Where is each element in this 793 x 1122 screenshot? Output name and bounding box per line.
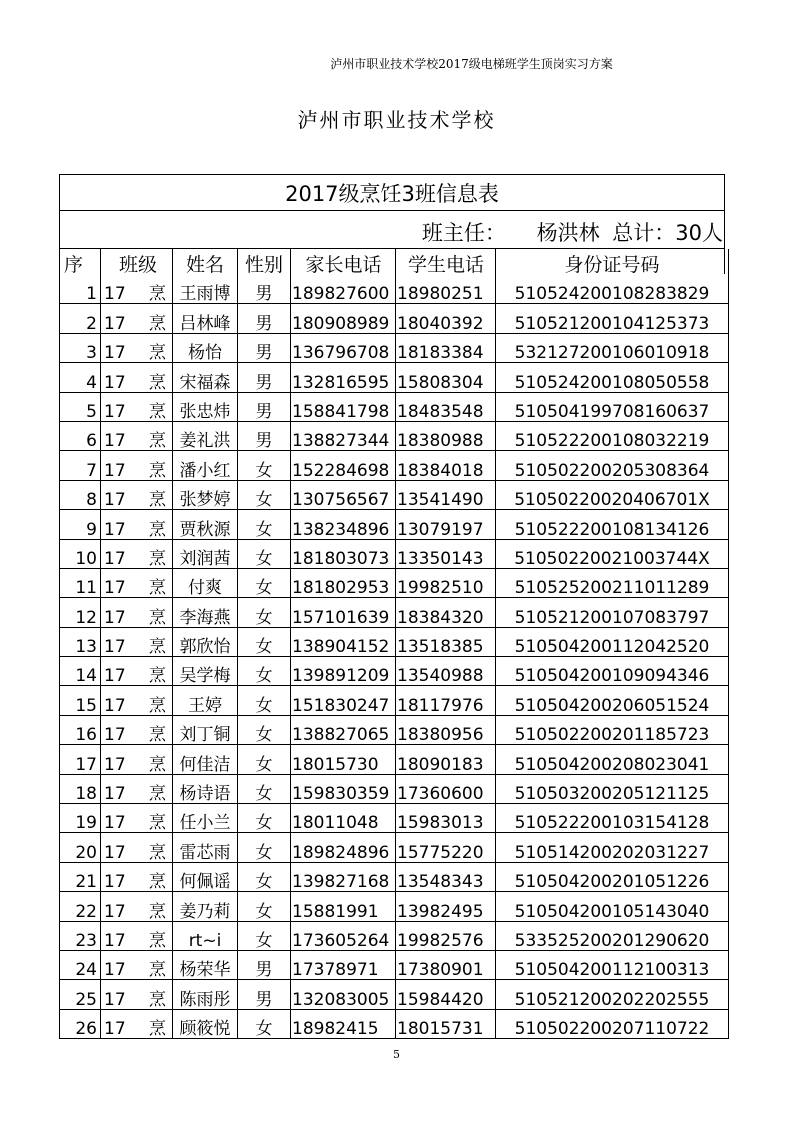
cell-parent-phone: 181803073 <box>291 539 396 568</box>
cell-class-year: 17 <box>104 842 126 863</box>
table-row <box>60 657 729 686</box>
cell-parent-phone: 18011048 <box>291 804 396 833</box>
total-label: 总计： <box>612 221 676 245</box>
cell-id-number: 510504200201051226 <box>496 862 729 891</box>
cell-name: 王婷 <box>173 686 238 715</box>
cell-id-number: 510502200201185723 <box>496 715 729 744</box>
cell-student-phone: 15808304 <box>396 363 496 392</box>
col-header-no: 序 <box>60 249 101 275</box>
cell-name: 吕林峰 <box>173 304 238 333</box>
cell-no: 9 <box>60 510 101 539</box>
cell-student-phone: 13982495 <box>396 892 496 921</box>
cell-name: 杨诗语 <box>173 774 238 803</box>
cell-id-number: 51050220020406701X <box>496 480 729 509</box>
cell-name: 杨怡 <box>173 333 238 362</box>
cell-no: 18 <box>60 774 101 803</box>
cell-parent-phone: 132083005 <box>291 980 396 1009</box>
cell-no: 14 <box>60 657 101 686</box>
cell-id-number: 510504200105143040 <box>496 892 729 921</box>
cell-class-year: 17 <box>104 813 126 833</box>
cell-sex: 女 <box>238 598 291 627</box>
cell-class-year: 17 <box>104 725 126 745</box>
cell-id-number: 510502200207110722 <box>496 1009 729 1038</box>
cell-sex: 女 <box>238 745 291 774</box>
cell-no: 7 <box>60 451 101 480</box>
cell-name: 任小兰 <box>173 804 238 833</box>
cell-student-phone: 15775220 <box>396 833 496 862</box>
cell-class-major: 烹 <box>149 901 166 922</box>
cell-no: 16 <box>60 715 101 744</box>
table-row <box>60 568 729 597</box>
cell-class-year: 17 <box>104 1019 126 1039</box>
table-row <box>60 686 729 715</box>
cell-no: 3 <box>60 333 101 362</box>
running-header: 泸州市职业技术学校2017级电梯班学生顶岗实习方案 <box>330 57 613 71</box>
cell-id-number: 510522200108134126 <box>496 510 729 539</box>
cell-class-year: 17 <box>104 548 126 569</box>
col-header-name: 姓名 <box>173 249 238 275</box>
cell-class <box>101 451 173 480</box>
col-header-student-phone: 学生电话 <box>396 249 496 275</box>
cell-student-phone: 13548343 <box>396 862 496 891</box>
school-name: 泸州市职业技术学校 <box>297 108 496 132</box>
table-row <box>60 304 729 333</box>
cell-class-year: 17 <box>104 784 126 804</box>
col-header-id: 身份证号码 <box>496 249 729 275</box>
cell-class-major: 烹 <box>149 1019 166 1039</box>
teacher-label: 班主任： <box>421 221 506 245</box>
cell-class <box>101 745 173 774</box>
cell-student-phone: 19982510 <box>396 568 496 597</box>
cell-class-major: 烹 <box>149 784 166 804</box>
cell-no: 5 <box>60 392 101 421</box>
student-table <box>59 249 729 1039</box>
cell-class-year: 17 <box>104 431 126 451</box>
cell-class-year: 17 <box>104 460 126 481</box>
cell-class-year: 17 <box>104 637 126 657</box>
cell-sex: 男 <box>238 275 291 304</box>
cell-name: 刘丁铜 <box>173 715 238 744</box>
cell-class-year: 17 <box>104 372 126 393</box>
cell-student-phone: 18117976 <box>396 686 496 715</box>
cell-class-major: 烹 <box>149 842 166 863</box>
cell-student-phone: 19982576 <box>396 921 496 950</box>
cell-class <box>101 921 173 950</box>
cell-sex: 女 <box>238 510 291 539</box>
cell-class-major: 烹 <box>149 607 166 628</box>
cell-class <box>101 275 173 304</box>
cell-sex: 女 <box>238 539 291 568</box>
cell-no: 21 <box>60 862 101 891</box>
cell-class-major: 烹 <box>149 754 166 775</box>
cell-id-number: 533525200201290620 <box>496 921 729 950</box>
cell-name: 陈雨彤 <box>173 980 238 1009</box>
cell-no: 24 <box>60 950 101 979</box>
cell-name: rt~i <box>173 921 238 950</box>
teacher-name: 杨洪林 <box>536 221 600 245</box>
cell-class-major: 烹 <box>149 313 166 334</box>
cell-sex: 女 <box>238 657 291 686</box>
cell-id-number: 510521200104125373 <box>496 304 729 333</box>
cell-name: 吴学梅 <box>173 657 238 686</box>
cell-parent-phone: 138904152 <box>291 627 396 656</box>
cell-parent-phone: 18015730 <box>291 745 396 774</box>
cell-name: 贾秋源 <box>173 510 238 539</box>
cell-class <box>101 892 173 921</box>
cell-sex: 男 <box>238 333 291 362</box>
cell-sex: 男 <box>238 421 291 450</box>
cell-student-phone: 15983013 <box>396 804 496 833</box>
cell-class <box>101 363 173 392</box>
cell-sex: 女 <box>238 568 291 597</box>
cell-id-number: 510522200108032219 <box>496 421 729 450</box>
cell-id-number: 532127200106010918 <box>496 333 729 362</box>
cell-parent-phone: 151830247 <box>291 686 396 715</box>
cell-class <box>101 1009 173 1038</box>
cell-class <box>101 715 173 744</box>
cell-id-number: 510504200112042520 <box>496 627 729 656</box>
table-row <box>60 421 729 450</box>
cell-id-number: 510521200202202555 <box>496 980 729 1009</box>
cell-name: 顾筱悦 <box>173 1009 238 1038</box>
cell-class <box>101 510 173 539</box>
cell-id-number: 510514200202031227 <box>496 833 729 862</box>
cell-class-major: 烹 <box>149 548 166 569</box>
cell-sex: 女 <box>238 480 291 509</box>
cell-student-phone: 13079197 <box>396 510 496 539</box>
total-value: 30人 <box>675 221 723 245</box>
table-row <box>60 862 729 891</box>
cell-parent-phone: 189824896 <box>291 833 396 862</box>
table-row <box>60 892 729 921</box>
cell-id-number: 510502200205308364 <box>496 451 729 480</box>
cell-parent-phone: 173605264 <box>291 921 396 950</box>
cell-parent-phone: 15881991 <box>291 892 396 921</box>
cell-id-number: 510504200112100313 <box>496 950 729 979</box>
cell-id-number: 51050220021003744X <box>496 539 729 568</box>
cell-student-phone: 18384018 <box>396 451 496 480</box>
table-row <box>60 480 729 509</box>
cell-parent-phone: 138827065 <box>291 715 396 744</box>
cell-class <box>101 539 173 568</box>
cell-class-major: 烹 <box>149 343 166 363</box>
cell-id-number: 510525200211011289 <box>496 568 729 597</box>
cell-class-year: 17 <box>104 519 126 540</box>
cell-parent-phone: 158841798 <box>291 392 396 421</box>
cell-no: 15 <box>60 686 101 715</box>
cell-sex: 女 <box>238 715 291 744</box>
cell-parent-phone: 18982415 <box>291 1009 396 1038</box>
cell-class <box>101 480 173 509</box>
cell-class <box>101 392 173 421</box>
cell-class <box>101 862 173 891</box>
cell-sex: 男 <box>238 392 291 421</box>
cell-class <box>101 627 173 656</box>
cell-sex: 女 <box>238 1009 291 1038</box>
cell-parent-phone: 138827344 <box>291 421 396 450</box>
table-row <box>60 774 729 803</box>
cell-no: 6 <box>60 421 101 450</box>
cell-id-number: 510504200208023041 <box>496 745 729 774</box>
cell-parent-phone: 181802953 <box>291 568 396 597</box>
cell-parent-phone: 157101639 <box>291 598 396 627</box>
cell-student-phone: 18980251 <box>396 275 496 304</box>
cell-parent-phone: 139827168 <box>291 862 396 891</box>
table-row <box>60 510 729 539</box>
cell-sex: 男 <box>238 304 291 333</box>
cell-student-phone: 13541490 <box>396 480 496 509</box>
cell-class-major: 烹 <box>149 460 166 481</box>
cell-id-number: 510524200108283829 <box>496 275 729 304</box>
cell-student-phone: 18015731 <box>396 1009 496 1038</box>
cell-name: 姜礼洪 <box>173 421 238 450</box>
cell-class-year: 17 <box>104 313 126 334</box>
cell-name: 雷芯雨 <box>173 833 238 862</box>
cell-student-phone: 18090183 <box>396 745 496 774</box>
cell-class <box>101 657 173 686</box>
table-row <box>60 745 729 774</box>
cell-class-major: 烹 <box>149 284 166 304</box>
cell-class <box>101 774 173 803</box>
cell-no: 11 <box>60 568 101 597</box>
cell-sex: 女 <box>238 774 291 803</box>
cell-no: 1 <box>60 275 101 304</box>
cell-name: 潘小红 <box>173 451 238 480</box>
cell-class <box>101 333 173 362</box>
cell-class <box>101 686 173 715</box>
cell-class-year: 17 <box>104 754 126 775</box>
cell-student-phone: 18183384 <box>396 333 496 362</box>
cell-class <box>101 598 173 627</box>
cell-no: 13 <box>60 627 101 656</box>
cell-class-year: 17 <box>104 930 126 951</box>
table-row <box>60 392 729 421</box>
cell-class-major: 烹 <box>149 666 166 686</box>
cell-student-phone: 13350143 <box>396 539 496 568</box>
cell-class-major: 烹 <box>149 725 166 745</box>
table-row <box>60 1009 729 1038</box>
cell-student-phone: 13540988 <box>396 657 496 686</box>
cell-sex: 女 <box>238 862 291 891</box>
cell-class <box>101 980 173 1009</box>
cell-no: 26 <box>60 1009 101 1038</box>
cell-class-major: 烹 <box>149 637 166 657</box>
cell-name: 王雨博 <box>173 275 238 304</box>
cell-parent-phone: 17378971 <box>291 950 396 979</box>
cell-name: 郭欣怡 <box>173 627 238 656</box>
cell-no: 19 <box>60 804 101 833</box>
cell-class <box>101 421 173 450</box>
table-title: 2017级烹饪3班信息表 <box>59 174 725 211</box>
cell-class-year: 17 <box>104 960 126 980</box>
cell-parent-phone: 130756567 <box>291 480 396 509</box>
cell-class-year: 17 <box>104 901 126 922</box>
cell-no: 20 <box>60 833 101 862</box>
table-row <box>60 715 729 744</box>
cell-class-year: 17 <box>104 872 126 892</box>
cell-student-phone: 17360600 <box>396 774 496 803</box>
cell-name: 宋福森 <box>173 363 238 392</box>
cell-class <box>101 304 173 333</box>
cell-id-number: 510521200107083797 <box>496 598 729 627</box>
cell-class-year: 17 <box>104 695 126 716</box>
cell-id-number: 510504199708160637 <box>496 392 729 421</box>
cell-class <box>101 804 173 833</box>
cell-student-phone: 18380956 <box>396 715 496 744</box>
cell-class-major: 烹 <box>149 813 166 833</box>
cell-name: 何佳洁 <box>173 745 238 774</box>
cell-name: 何佩谣 <box>173 862 238 891</box>
col-header-class: 班级 <box>101 249 173 275</box>
cell-name: 姜乃莉 <box>173 892 238 921</box>
cell-class <box>101 568 173 597</box>
cell-class-year: 17 <box>104 401 126 422</box>
cell-class-major: 烹 <box>149 578 166 598</box>
cell-student-phone: 18040392 <box>396 304 496 333</box>
cell-name: 杨荣华 <box>173 950 238 979</box>
cell-no: 23 <box>60 921 101 950</box>
cell-no: 22 <box>60 892 101 921</box>
cell-sex: 女 <box>238 833 291 862</box>
cell-class-major: 烹 <box>149 431 166 451</box>
table-row <box>60 950 729 979</box>
table-row <box>60 627 729 656</box>
cell-class-year: 17 <box>104 490 126 510</box>
cell-id-number: 510503200205121125 <box>496 774 729 803</box>
cell-id-number: 510524200108050558 <box>496 363 729 392</box>
cell-name: 李海燕 <box>173 598 238 627</box>
cell-class-year: 17 <box>104 666 126 686</box>
cell-parent-phone: 138234896 <box>291 510 396 539</box>
cell-class-year: 17 <box>104 989 126 1010</box>
cell-no: 12 <box>60 598 101 627</box>
cell-sex: 女 <box>238 921 291 950</box>
table-row <box>60 451 729 480</box>
table-row <box>60 833 729 862</box>
table-row <box>60 598 729 627</box>
table-row <box>60 333 729 362</box>
cell-class-major: 烹 <box>149 372 166 393</box>
cell-class-year: 17 <box>104 343 126 363</box>
cell-sex: 女 <box>238 686 291 715</box>
cell-no: 2 <box>60 304 101 333</box>
col-header-parent-phone: 家长电话 <box>291 249 396 275</box>
cell-student-phone: 18483548 <box>396 392 496 421</box>
cell-student-phone: 13518385 <box>396 627 496 656</box>
table-header-row <box>60 249 729 275</box>
cell-student-phone: 18384320 <box>396 598 496 627</box>
cell-sex: 男 <box>238 363 291 392</box>
page-number: 5 <box>393 1048 400 1061</box>
cell-parent-phone: 152284698 <box>291 451 396 480</box>
cell-no: 17 <box>60 745 101 774</box>
cell-parent-phone: 139891209 <box>291 657 396 686</box>
cell-class-major: 烹 <box>149 960 166 980</box>
cell-id-number: 510522200103154128 <box>496 804 729 833</box>
cell-class-year: 17 <box>104 607 126 628</box>
cell-class-major: 烹 <box>149 930 166 951</box>
cell-no: 4 <box>60 363 101 392</box>
cell-name: 张忠炜 <box>173 392 238 421</box>
cell-sex: 女 <box>238 627 291 656</box>
cell-parent-phone: 159830359 <box>291 774 396 803</box>
cell-sex: 男 <box>238 950 291 979</box>
cell-id-number: 510504200109094346 <box>496 657 729 686</box>
cell-class-major: 烹 <box>149 872 166 892</box>
cell-name: 付爽 <box>173 568 238 597</box>
cell-sex: 女 <box>238 892 291 921</box>
table-row <box>60 980 729 1009</box>
cell-student-phone: 18380988 <box>396 421 496 450</box>
table-row <box>60 804 729 833</box>
cell-no: 25 <box>60 980 101 1009</box>
cell-no: 8 <box>60 480 101 509</box>
cell-class-major: 烹 <box>149 490 166 510</box>
table-row <box>60 539 729 568</box>
cell-class-major: 烹 <box>149 519 166 540</box>
cell-parent-phone: 189827600 <box>291 275 396 304</box>
cell-class-major: 烹 <box>149 695 166 716</box>
cell-student-phone: 17380901 <box>396 950 496 979</box>
cell-name: 刘润茜 <box>173 539 238 568</box>
cell-class-major: 烹 <box>149 989 166 1010</box>
cell-parent-phone: 180908989 <box>291 304 396 333</box>
table-row <box>60 363 729 392</box>
table-row <box>60 921 729 950</box>
cell-class <box>101 833 173 862</box>
cell-sex: 女 <box>238 804 291 833</box>
cell-parent-phone: 136796708 <box>291 333 396 362</box>
cell-sex: 男 <box>238 980 291 1009</box>
cell-no: 10 <box>60 539 101 568</box>
cell-class-major: 烹 <box>149 401 166 422</box>
cell-name: 张梦婷 <box>173 480 238 509</box>
cell-class <box>101 950 173 979</box>
col-header-sex: 性别 <box>238 249 291 275</box>
cell-id-number: 510504200206051524 <box>496 686 729 715</box>
cell-class-year: 17 <box>104 578 126 598</box>
cell-parent-phone: 132816595 <box>291 363 396 392</box>
teacher-info-row <box>59 211 725 249</box>
cell-student-phone: 15984420 <box>396 980 496 1009</box>
cell-class-year: 17 <box>104 284 126 304</box>
table-row <box>60 275 729 304</box>
cell-sex: 女 <box>238 451 291 480</box>
